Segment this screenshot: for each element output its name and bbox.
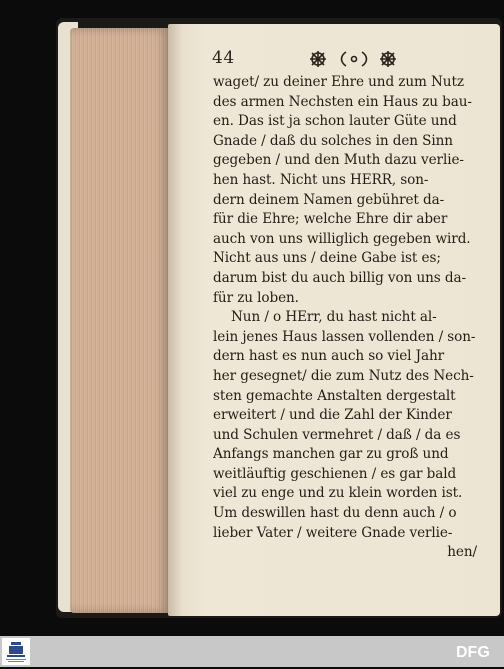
text-line: lieber Vater / weitere Gnade verlie- bbox=[213, 524, 453, 541]
text-line: erweitert / und die Zahl der Kinder bbox=[213, 407, 452, 424]
text-line: für die Ehre; welche Ehre dir aber bbox=[213, 211, 448, 228]
text-line: waget/ zu deiner Ehre und zum Nutz bbox=[213, 74, 464, 90]
text-line: Um deswillen hast du denn auch / o bbox=[213, 505, 457, 522]
ornament-icon bbox=[304, 48, 404, 70]
text-line: dern deinem Namen gebühret da- bbox=[213, 191, 445, 208]
text-line: Anfangs manchen gar zu groß und bbox=[213, 446, 449, 463]
text-line: Nun / o HErr, du hast nicht al- bbox=[231, 309, 437, 326]
text-line: auch von uns williglich gegeben wird. bbox=[213, 230, 471, 247]
text-line: gegeben / und den Muth dazu verlie- bbox=[213, 152, 464, 169]
library-logo-icon[interactable] bbox=[2, 638, 30, 665]
text-line: Nicht aus uns / deine Gabe ist es; bbox=[213, 250, 441, 267]
text-line: des armen Nechsten ein Haus zu bau- bbox=[213, 93, 472, 110]
dfg-logo[interactable] bbox=[454, 640, 498, 662]
text-line: für zu loben. bbox=[213, 289, 299, 306]
text-line: en. Das ist ja schon lauter Güte und bbox=[213, 113, 457, 130]
text-line: darum bist du auch billig von uns da- bbox=[213, 269, 466, 286]
viewer-footer-bar bbox=[0, 636, 504, 667]
dfg-logo-text: DFG bbox=[456, 644, 490, 661]
text-line: viel zu enge und zu klein worden ist. bbox=[213, 485, 463, 502]
text-line: weitläuftig geschienen / es gar bald bbox=[213, 465, 457, 482]
library-logo-icon bbox=[2, 638, 30, 665]
text-line: lein jenes Haus lassen vollenden / son- bbox=[213, 328, 476, 345]
text-line: und Schulen vermehret / daß / da es bbox=[213, 426, 461, 443]
text-line: sten gemachte Anstalten dergestalt bbox=[213, 387, 456, 404]
catchword: hen/ bbox=[447, 544, 477, 561]
text-line: her gesegnet/ die zum Nutz des Nech- bbox=[213, 367, 474, 384]
text-line: Gnade / daß du solches in den Sinn bbox=[213, 132, 453, 149]
page-text bbox=[213, 73, 477, 563]
page-number: 44 bbox=[212, 48, 235, 68]
page-edges bbox=[70, 28, 170, 613]
text-line: dern hast es nun auch so viel Jahr bbox=[213, 348, 445, 365]
page-header bbox=[212, 48, 482, 74]
text-line: hen hast. Nicht uns HERR, son- bbox=[213, 171, 429, 188]
